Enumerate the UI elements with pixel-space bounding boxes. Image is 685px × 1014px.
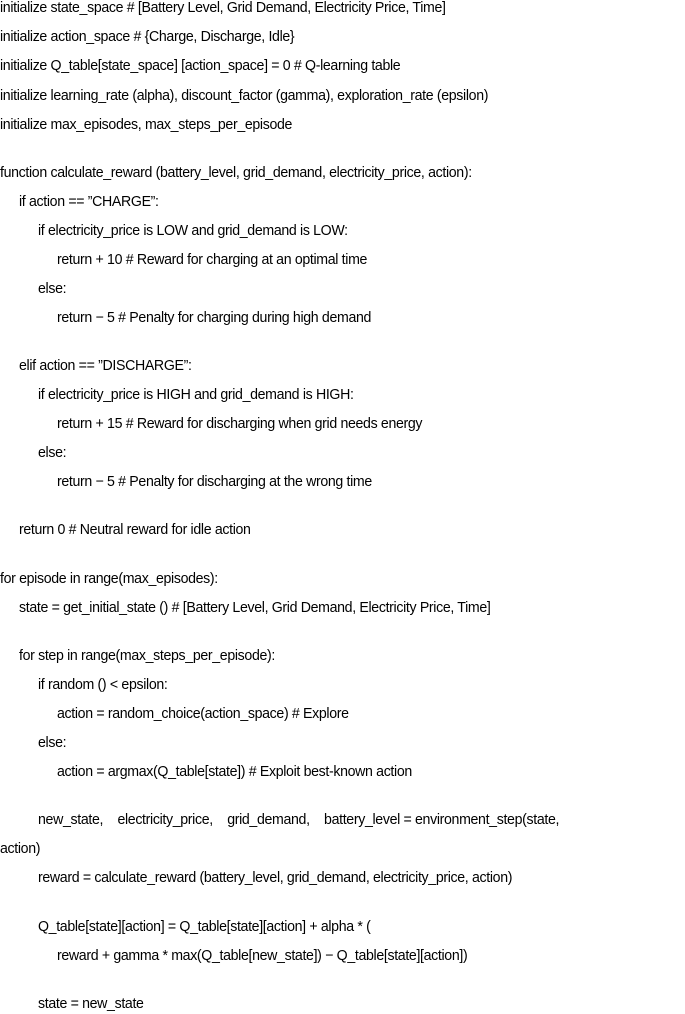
code-line: action = random_choice(action_space) # Explore — [57, 706, 349, 722]
code-line: if electricity_price is LOW and grid_demand is LOW: — [38, 223, 348, 239]
code-line: return − 5 # Penalty for discharging at the wrong time — [57, 474, 372, 490]
code-line: for episode in range(max_episodes): — [0, 571, 218, 587]
code-line: Q_table[state][action] = Q_table[state][action] + alpha * ( — [38, 919, 371, 935]
code-line: return + 15 # Reward for discharging when grid needs energy — [57, 416, 423, 432]
code-line: state = new_state — [38, 996, 144, 1012]
code-line: return 0 # Neutral reward for idle action — [19, 522, 251, 538]
code-line: else: — [38, 445, 67, 461]
code-line: reward = calculate_reward (battery_level, grid_demand, electricity_price, action) — [38, 870, 513, 886]
code-line: state = get_initial_state () # [Battery Level, Grid Demand, Electricity Price, Time] — [19, 600, 491, 616]
code-line: initialize Q_table[state_space] [action_space] = 0 # Q-learning table — [0, 58, 401, 74]
code-line: new_state, electricity_price, grid_demand, battery_level = environment_step(state, — [38, 812, 560, 828]
code-line: elif action == ”DISCHARGE”: — [19, 358, 192, 374]
code-line: else: — [38, 735, 67, 751]
code-line: action) — [0, 841, 41, 857]
code-line: reward + gamma * max(Q_table[new_state]) − Q_table[state][action]) — [57, 948, 468, 964]
code-line: function calculate_reward (battery_level, grid_demand, electricity_price, action): — [0, 165, 472, 181]
code-line: for step in range(max_steps_per_episode): — [19, 648, 275, 664]
code-line: initialize state_space # [Battery Level, Grid Demand, Electricity Price, Time] — [0, 0, 446, 16]
code-line: action = argmax(Q_table[state]) # Exploit best-known action — [57, 764, 412, 780]
code-line: return − 5 # Penalty for charging during high demand — [57, 310, 372, 326]
code-line: return + 10 # Reward for charging at an optimal time — [57, 252, 368, 268]
code-line: initialize learning_rate (alpha), discount_factor (gamma), exploration_rate (epsilon) — [0, 88, 489, 104]
code-line: else: — [38, 281, 67, 297]
code-line: if electricity_price is HIGH and grid_demand is HIGH: — [38, 387, 354, 403]
code-line: initialize max_episodes, max_steps_per_episode — [0, 117, 293, 133]
code-line: if random () < epsilon: — [38, 677, 168, 693]
code-line: initialize action_space # {Charge, Discharge, Idle} — [0, 29, 295, 45]
code-line: if action == ”CHARGE”: — [19, 194, 159, 210]
